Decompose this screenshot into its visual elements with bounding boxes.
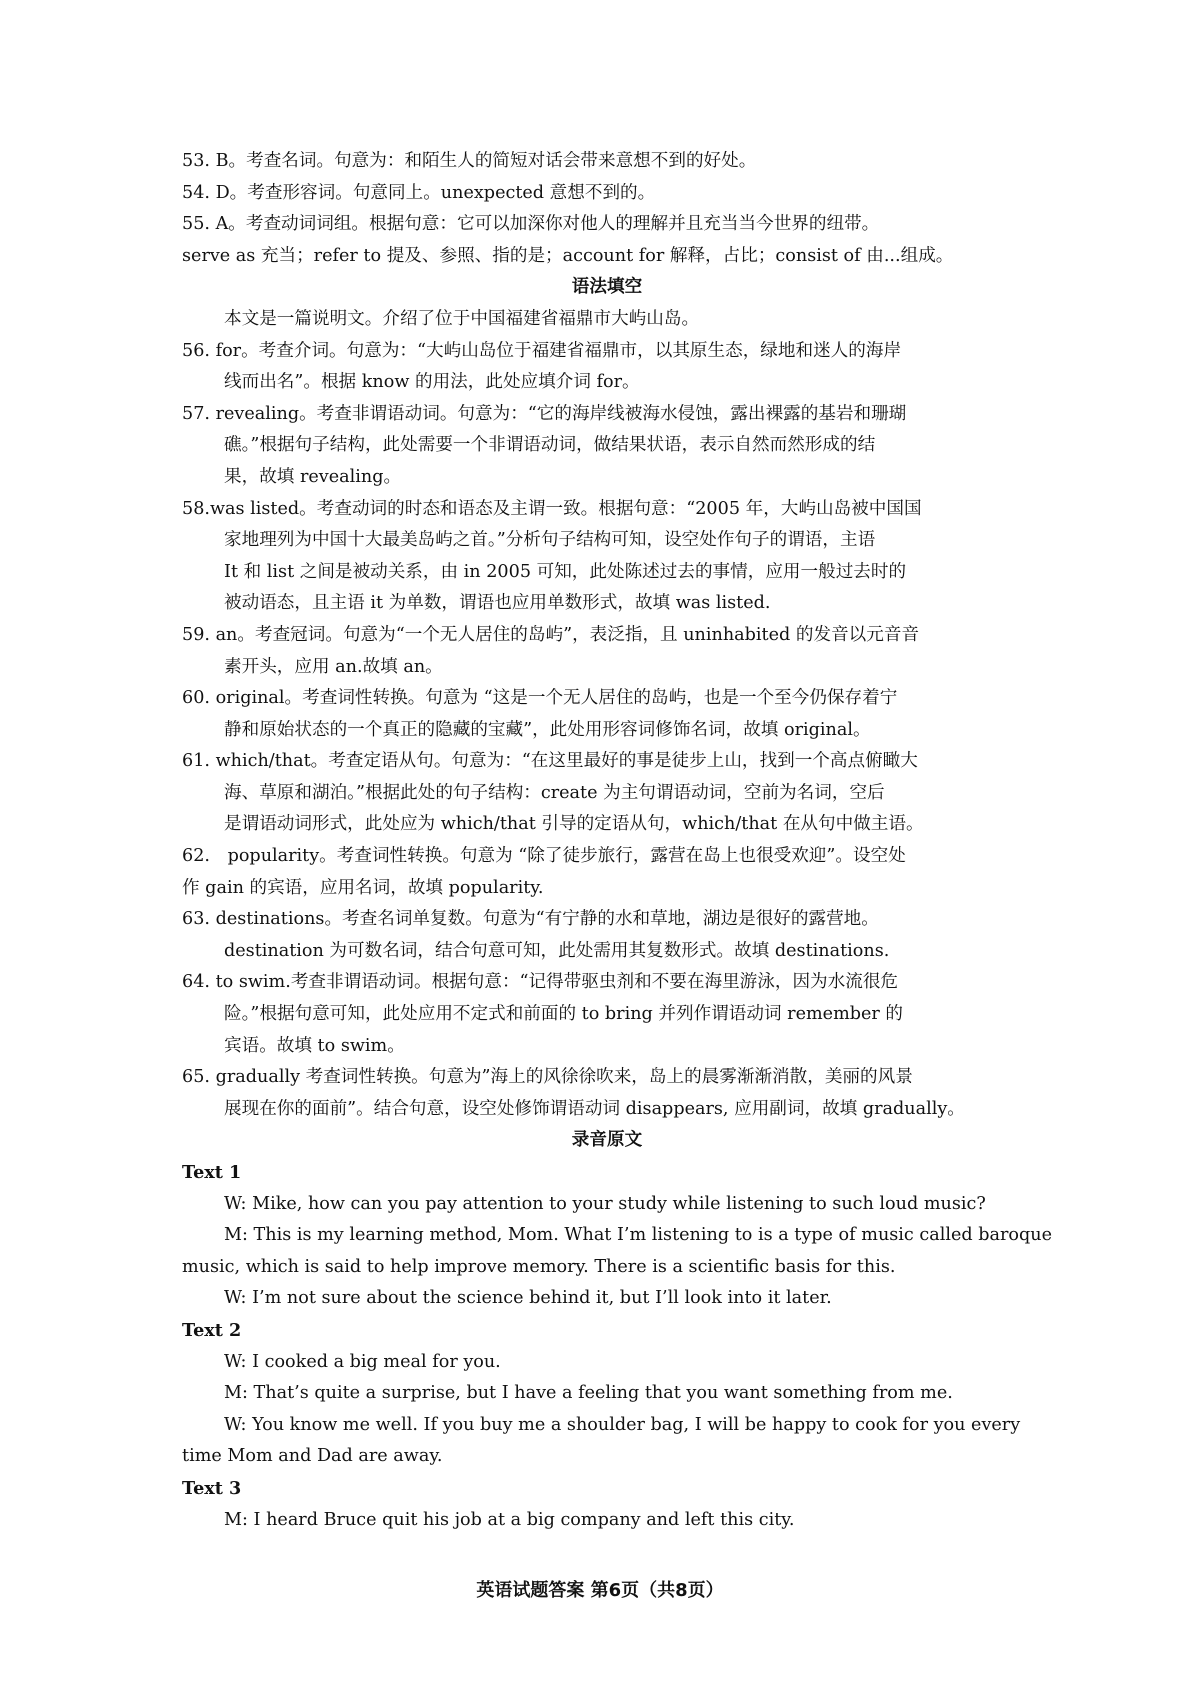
dialogue-line: M: I heard Bruce quit his job at a big company and left this city. xyxy=(224,1509,795,1530)
dialogue-line: W: Mike, how can you pay attention to your study while listening to such loud music? xyxy=(224,1193,986,1214)
item-line: It 和 list 之间是被动关系，由 in 2005 可知，此处陈述过去的事情，应用一般过去时的 xyxy=(224,561,907,582)
section-heading-transcript: 录音原文 xyxy=(571,1130,643,1151)
grammar-item xyxy=(182,336,1032,399)
grammar-item xyxy=(182,620,1032,683)
item-line: 60. original。考查词性转换。句意为 “这是一个无人居住的岛屿，也是一个至今仍保存着宁 xyxy=(182,688,898,709)
item-line: 56. for。考查介词。句意为：“大屿山岛位于福建省福鼎市，以其原生态，绿地和迷人的海岸 xyxy=(182,340,902,361)
answer-line: 55. A。考查动词词组。根据句意：它可以加深你对他人的理解并且充当当今世界的纽带。 xyxy=(182,214,880,235)
grammar-item xyxy=(182,683,1032,746)
grammar-item xyxy=(182,399,1032,494)
item-line: 62. popularity。考查词性转换。句意为 “除了徒步旅行，露营在岛上也很受欢迎”。设空处 xyxy=(182,846,906,867)
dialogue-line: W: I cooked a big meal for you. xyxy=(224,1351,501,1372)
answer-page xyxy=(182,146,1052,1536)
item-line: 展现在你的面前”。结合句意，设空处修饰谓语动词 disappears, 应用副词，故填 gradually。 xyxy=(224,1098,965,1119)
item-line: 64. to swim.考查非谓语动词。根据句意：“记得带驱虫剂和不要在海里游泳，因为水流很危 xyxy=(182,972,899,993)
item-line: 63. destinations。考查名词单复数。句意为“有宁静的水和草地，湖边是很好的露营地。 xyxy=(182,909,879,930)
item-line: 素开头，应用 an.故填 an。 xyxy=(224,656,443,677)
dialogue-line: M: This is my learning method, Mom. What I’m listening to is a type of music called baroque xyxy=(224,1225,1052,1246)
dialogue-line: M: That’s quite a surprise, but I have a feeling that you want something from me. xyxy=(224,1383,953,1404)
item-line: 海、草原和湖泊。”根据此处的句子结构：create 为主句谓语动词，空前为名词，空后 xyxy=(224,782,885,803)
dialogue-line: W: I’m not sure about the science behind it, but I’ll look into it later. xyxy=(224,1288,832,1309)
text-label: Text 3 xyxy=(182,1477,242,1499)
item-line: 被动语态，且主语 it 为单数，谓语也应用单数形式，故填 was listed. xyxy=(224,593,771,614)
grammar-item xyxy=(182,746,1032,841)
dialogue-line: time Mom and Dad are away. xyxy=(182,1446,443,1467)
item-line: 线而出名”。根据 know 的用法，此处应填介词 for。 xyxy=(224,372,640,393)
item-line: 61. which/that。考查定语从句。句意为：“在这里最好的事是徒步上山，找到一个高点俯瞰大 xyxy=(182,751,918,772)
item-line: destination 为可数名词，结合句意可知，此处需用其复数形式。故填 destinations. xyxy=(224,940,890,961)
item-line: 宾语。故填 to swim。 xyxy=(224,1035,405,1056)
item-line: 礁。”根据句子结构，此处需要一个非谓语动词，做结果状语，表示自然而然形成的结 xyxy=(224,435,876,456)
item-line: 家地理列为中国十大最美岛屿之首。”分析句子结构可知，设空处作句子的谓语，主语 xyxy=(224,530,876,551)
answer-line: 53. B。考查名词。句意为：和陌生人的简短对话会带来意想不到的好处。 xyxy=(182,151,757,171)
answer-line: serve as 充当；refer to 提及、参照、指的是；account for 解释，占比；consist of 由...组成。 xyxy=(182,245,954,266)
item-line: 险。”根据句意可知，此处应用不定式和前面的 to bring 并列作谓语动词 remember 的 xyxy=(224,1004,904,1025)
page-footer: 英语试题答案 第6页（共8页） xyxy=(476,1580,724,1601)
item-line: 果，故填 revealing。 xyxy=(224,466,402,487)
item-line: 59. an。考查冠词。句意为“一个无人居住的岛屿”，表泛指，且 uninhabited 的发音以元音音 xyxy=(182,624,920,645)
grammar-item xyxy=(182,904,1032,967)
answer-line: 54. D。考查形容词。句意同上。unexpected 意想不到的。 xyxy=(182,182,656,203)
item-line: 65. gradually 考查词性转换。句意为”海上的风徐徐吹来，岛上的晨雾渐渐消散，美丽的风景 xyxy=(182,1067,913,1088)
grammar-item xyxy=(182,1062,1032,1125)
item-line: 作 gain 的宾语，应用名词，故填 popularity. xyxy=(182,877,544,898)
grammar-item xyxy=(182,494,1032,620)
item-line: 是谓语动词形式，此处应为 which/that 引导的定语从句，which/that 在从句中做主语。 xyxy=(224,814,924,835)
dialogue-line: W: You know me well. If you buy me a shoulder bag, I will be happy to cook for you every xyxy=(224,1414,1021,1435)
grammar-intro: 本文是一篇说明文。介绍了位于中国福建省福鼎市大屿山岛。 xyxy=(224,308,700,329)
item-line: 静和原始状态的一个真正的隐藏的宝藏”，此处用形容词修饰名词，故填 original。 xyxy=(224,719,871,740)
text-label: Text 2 xyxy=(182,1319,242,1341)
dialogue-line: music, which is said to help improve memory. There is a scientific basis for this. xyxy=(182,1256,896,1277)
grammar-item xyxy=(182,967,1032,1062)
grammar-item xyxy=(182,841,1032,904)
item-line: 58.was listed。考查动词的时态和语态及主谓一致。根据句意：“2005 年，大屿山岛被中国国 xyxy=(182,498,922,519)
text-label: Text 1 xyxy=(182,1162,242,1183)
section-heading-grammar: 语法填空 xyxy=(571,277,643,298)
item-line: 57. revealing。考查非谓语动词。句意为：“它的海岸线被海水侵蚀，露出裸露的基岩和珊瑚 xyxy=(182,403,907,424)
